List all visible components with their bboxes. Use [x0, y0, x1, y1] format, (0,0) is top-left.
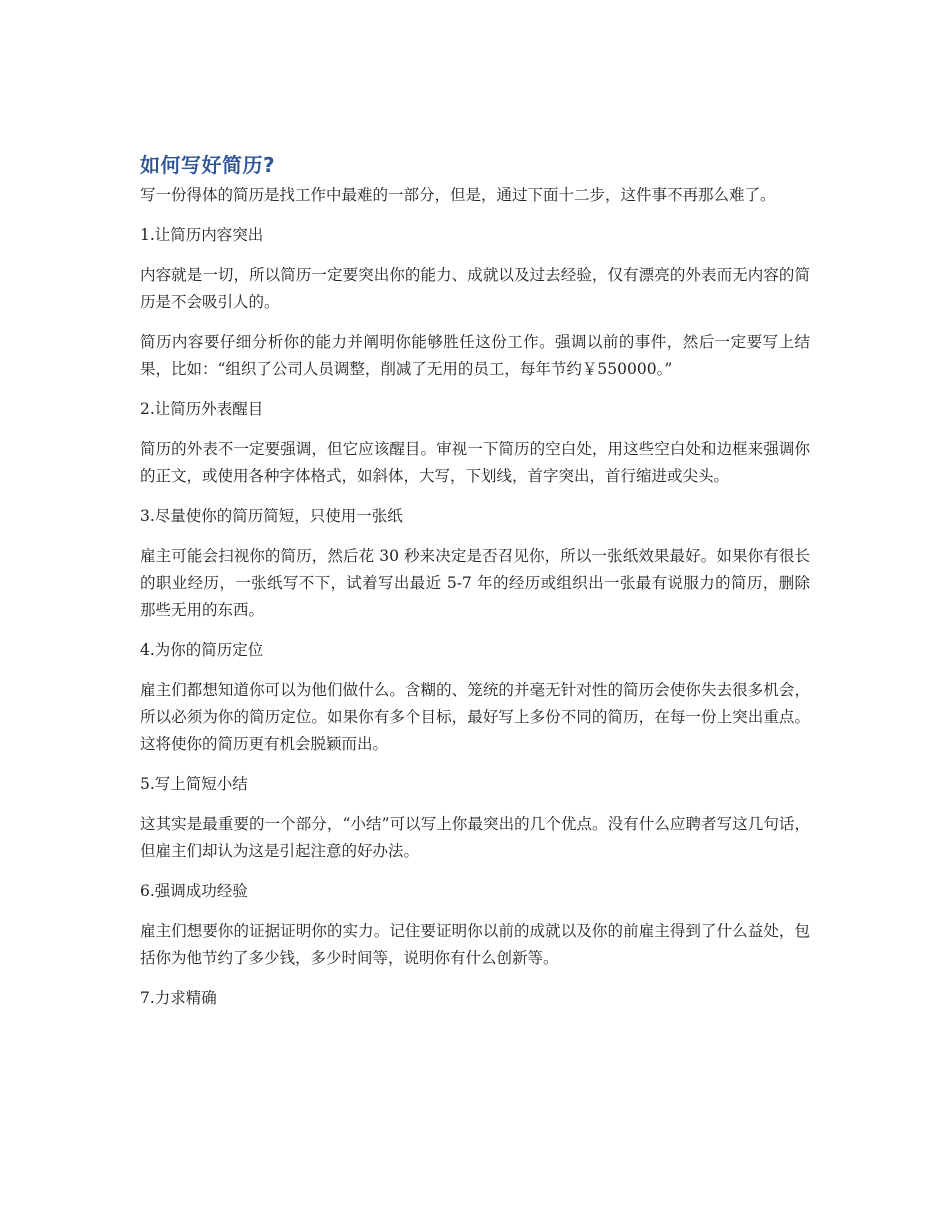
section-heading-6: 6.强调成功经验 [140, 882, 248, 900]
document-title: 如何写好简历? [140, 153, 276, 177]
document-page [140, 150, 810, 1025]
section-heading-4: 4.为你的简历定位 [140, 641, 264, 659]
section-2-paragraph: 简历的外表不一定要强调，但它应该醒目。审视一下简历的空白处，用这些空白处和边框来强调你的正文，或使用各种字体格式，如斜体，大写，下划线，首字突出，首行缩进或尖头。 [140, 440, 810, 485]
section-1-paragraph-2: 简历内容要仔细分析你的能力并阐明你能够胜任这份工作。强调以前的事件，然后一定要写上结果，比如：“组织了公司人员调整，削减了无用的员工，每年节约￥550000。” [140, 333, 810, 378]
section-3-paragraph: 雇主可能会扫视你的简历，然后花 30 秒来决定是否召见你，所以一张纸效果最好。如果你有很长的职业经历，一张纸写不下，试着写出最近 5-7 年的经历或组织出一张最有说服力的简历，删除那些无用的东西。 [140, 547, 810, 619]
section-1-paragraph-1: 内容就是一切，所以简历一定要突出你的能力、成就以及过去经验，仅有漂亮的外表而无内容的简历是不会吸引人的。 [140, 266, 810, 311]
section-heading-7: 7.力求精确 [140, 989, 217, 1007]
section-heading-2: 2.让简历外表醒目 [140, 400, 264, 418]
section-6-paragraph: 雇主们想要你的证据证明你的实力。记住要证明你以前的成就以及你的前雇主得到了什么益处，包括你为他节约了多少钱，多少时间等，说明你有什么创新等。 [140, 922, 810, 967]
section-heading-3: 3.尽量使你的简历简短，只使用一张纸 [140, 507, 403, 525]
section-heading-5: 5.写上简短小结 [140, 775, 248, 793]
intro-paragraph: 写一份得体的简历是找工作中最难的一部分，但是，通过下面十二步，这件事不再那么难了。 [140, 186, 776, 204]
section-heading-1: 1.让简历内容突出 [140, 226, 264, 244]
section-5-paragraph: 这其实是最重要的一个部分，“小结”可以写上你最突出的几个优点。没有什么应聘者写这几句话，但雇主们却认为这是引起注意的好办法。 [140, 815, 810, 860]
section-4-paragraph: 雇主们都想知道你可以为他们做什么。含糊的、笼统的并毫无针对性的简历会使你失去很多机会，所以必须为你的简历定位。如果你有多个目标，最好写上多份不同的简历，在每一份上突出重点。这将使你的简历更有机会脱颖而出。 [140, 681, 810, 753]
